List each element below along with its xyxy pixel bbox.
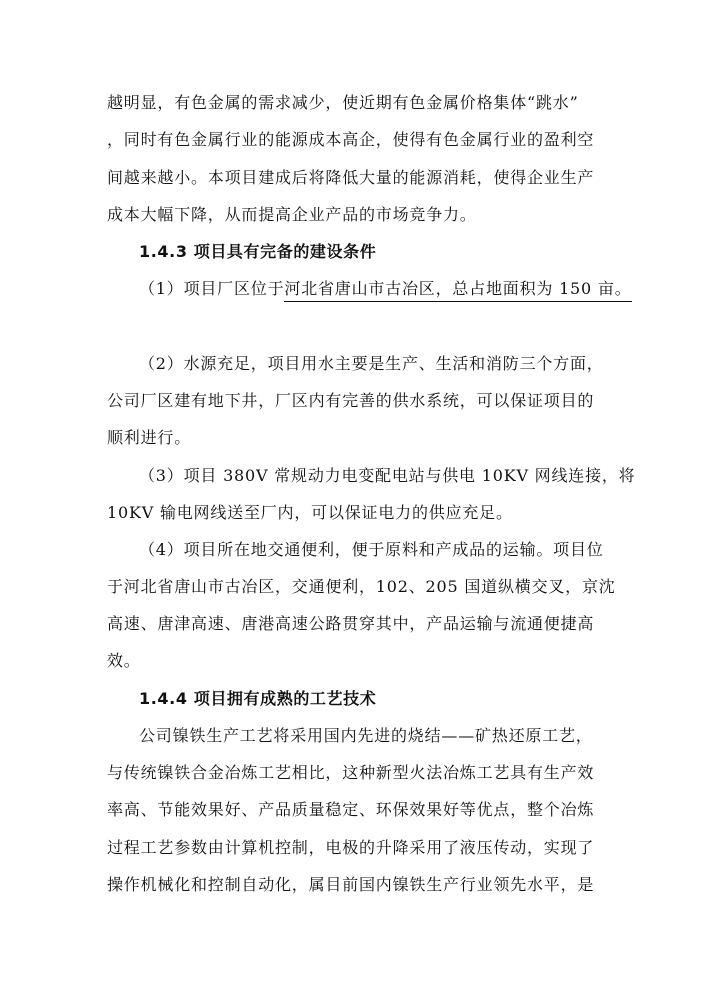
tech-line-3: 率高、节能效果好、产品质量稳定、环保效果好等优点，整个冶炼: [107, 800, 595, 819]
intro-line-2: ，同时有色金属行业的能源成本高企，使得有色金属行业的盈利空: [107, 130, 595, 149]
tech-line-1: 公司镍铁生产工艺将采用国内先进的烧结——矿热还原工艺，: [139, 726, 593, 745]
item-4-line-4: 效。: [107, 651, 141, 670]
item-1-underlined-text: 河北省唐山市古冶区，总占地面积为 150 亩。: [284, 279, 631, 302]
item-4-line-3: 高速、唐津高速、唐港高速公路贯穿其中，产品运输与流通便捷高: [107, 614, 595, 633]
intro-line-1: 越明显，有色金属的需求减少，使近期有色金属价格集体“跳水”: [107, 93, 579, 112]
section-heading-1-4-4: 1.4.4 项目拥有成熟的工艺技术: [139, 689, 377, 708]
item-2-line-1: （2）水源充足，项目用水主要是生产、生活和消防三个方面，: [139, 354, 604, 373]
item-3-line-2: 10KV 输电网线送至厂内，可以保证电力的供应充足。: [107, 503, 513, 522]
item-2-line-2: 公司厂区建有地下井，厂区内有完善的供水系统，可以保证项目的: [107, 391, 595, 410]
item-3-line-1: （3）项目 380V 常规动力电变配电站与供电 10KV 网线连接，将: [139, 466, 636, 485]
tech-line-5: 操作机械化和控制自动化，属目前国内镍铁生产行业领先水平，是: [107, 875, 595, 894]
section-heading-1-4-3: 1.4.3 项目具有完备的建设条件: [139, 242, 377, 261]
item-1-prefix: （1）项目厂区位于: [139, 279, 285, 298]
tech-line-2: 与传统镍铁合金冶炼工艺相比，这种新型火法冶炼工艺具有生产效: [107, 763, 595, 782]
item-4-line-1: （4）项目所在地交通便利，便于原料和产成品的运输。项目位: [139, 540, 604, 559]
item-1-line: [139, 279, 632, 302]
tech-line-4: 过程工艺参数由计算机控制，电极的升降采用了液压传动，实现了: [107, 838, 595, 857]
item-4-line-2: 于河北省唐山市古冶区，交通便利，102、205 国道纵横交叉，京沈: [107, 577, 616, 596]
item-2-line-3: 顺利进行。: [107, 428, 192, 447]
intro-line-3: 间越来越小。本项目建成后将降低大量的能源消耗，使得企业生产: [107, 168, 595, 187]
intro-line-4: 成本大幅下降，从而提高企业产品的市场竞争力。: [107, 205, 477, 224]
